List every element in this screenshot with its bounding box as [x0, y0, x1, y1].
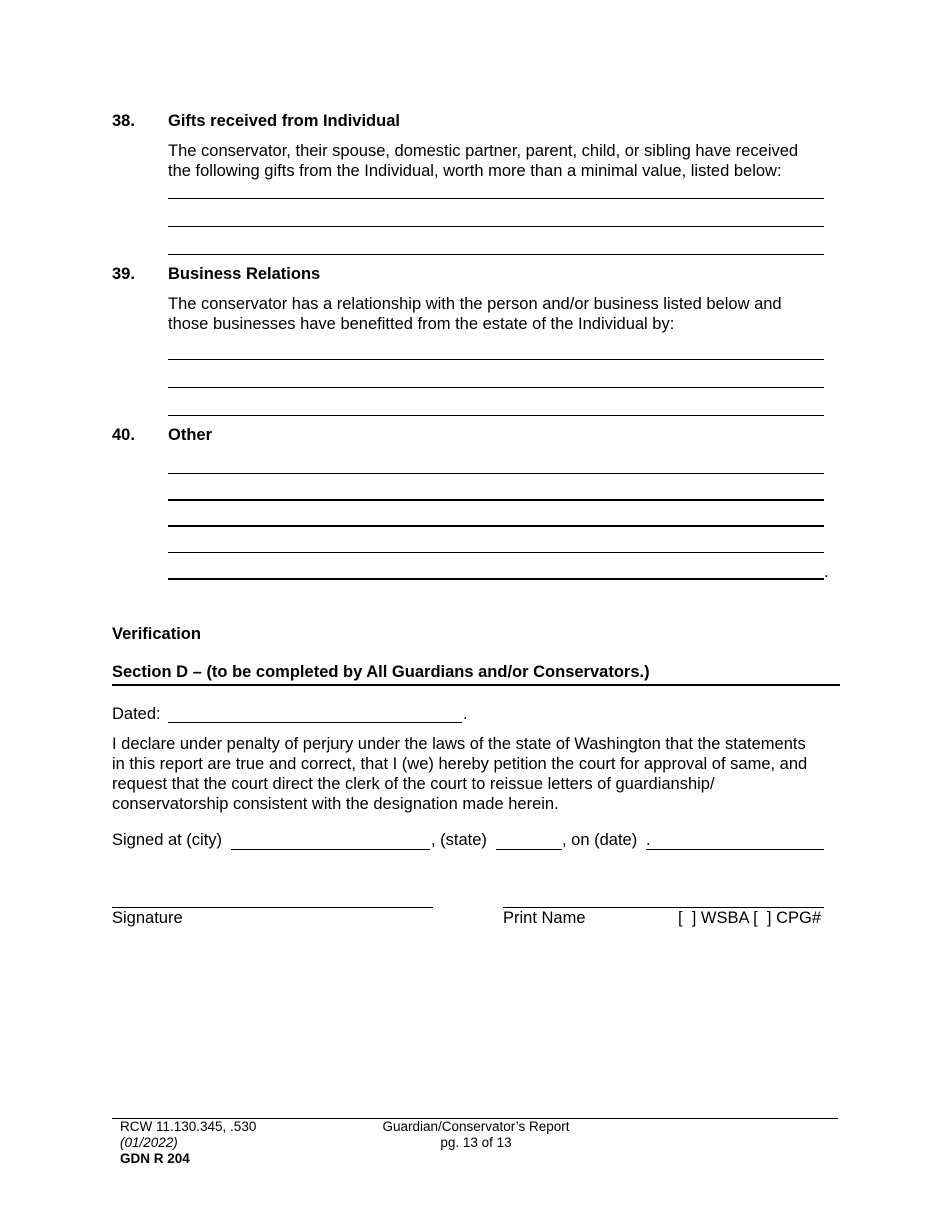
section-d-title: Section D – (to be completed by All Guardians and/or Conservators.) [112, 663, 650, 681]
item-39-text [168, 294, 848, 334]
dated-field[interactable] [168, 722, 462, 723]
print-name-label: Print Name [503, 909, 586, 927]
item-38-answer-line[interactable] [168, 198, 824, 199]
item-39-text-line2: those businesses have benefitted from the estate of the Individual by: [168, 315, 675, 333]
item-40-answer-line[interactable] [168, 578, 824, 580]
item-39-answer-line[interactable] [168, 415, 824, 416]
item-40-answer-line[interactable] [168, 552, 824, 553]
verification-title: Verification [112, 625, 201, 643]
item-40-answer-line[interactable] [168, 473, 824, 474]
wsba-cpg-label: [ ] WSBA [ ] CPG# [678, 909, 822, 927]
item-38-answer-line[interactable] [168, 254, 824, 255]
item-40-answer-line[interactable] [168, 499, 824, 501]
date-dot: . [646, 831, 651, 849]
item-40-end-mark: . [824, 563, 829, 581]
item-40-number: 40. [112, 426, 135, 444]
signature-label: Signature [112, 909, 183, 927]
item-38-number: 38. [112, 112, 135, 130]
declaration-line-2: in this report are true and correct, that I (we) hereby petition the court for approval of same, and [112, 755, 808, 773]
footer-form-code: GDN R 204 [120, 1151, 190, 1166]
section-d-divider [112, 684, 840, 686]
item-40-answer-line[interactable] [168, 525, 824, 527]
state-field[interactable] [496, 849, 562, 850]
item-38-text-line2: the following gifts from the Individual, worth more than a minimal value, listed below: [168, 162, 782, 180]
item-38-text-line1: The conservator, their spouse, domestic partner, parent, child, or sibling have received [168, 142, 799, 160]
dated-end-mark: . [463, 705, 468, 723]
item-38-answer-line[interactable] [168, 226, 824, 227]
footer-center [376, 1119, 576, 1151]
signed-city-label: Signed at (city) [112, 831, 223, 849]
print-name-line[interactable] [503, 907, 824, 908]
declaration-line-4: conservatorship consistent with the designation made herein. [112, 795, 559, 813]
item-38-text [168, 141, 848, 181]
item-39-number: 39. [112, 265, 135, 283]
state-label: , (state) [431, 831, 487, 849]
footer-title: Guardian/Conservator’s Report [382, 1119, 570, 1134]
signature-line[interactable] [112, 907, 433, 908]
date-label: , on (date) [562, 831, 638, 849]
footer-page: pg. 13 of 13 [440, 1135, 512, 1150]
signed-date-field[interactable] [646, 849, 824, 850]
footer-rcw: RCW 11.130.345, .530 [120, 1119, 257, 1134]
declaration-line-3: request that the court direct the clerk of the court to reissue letters of guardianship/ [112, 775, 715, 793]
footer-left [120, 1119, 256, 1167]
item-40-heading: Other [168, 426, 213, 444]
declaration-line-1: I declare under penalty of perjury under the laws of the state of Washington that the statements [112, 735, 806, 753]
item-39-text-line1: The conservator has a relationship with the person and/or business listed below and [168, 295, 782, 313]
signed-city-field[interactable] [231, 849, 430, 850]
item-38-heading: Gifts received from Individual [168, 112, 400, 130]
dated-label: Dated: [112, 705, 161, 723]
footer-revision: (01/2022) [120, 1135, 178, 1150]
item-39-answer-line[interactable] [168, 387, 824, 388]
item-39-heading: Business Relations [168, 265, 321, 283]
declaration-text [112, 734, 842, 814]
item-39-answer-line[interactable] [168, 359, 824, 360]
